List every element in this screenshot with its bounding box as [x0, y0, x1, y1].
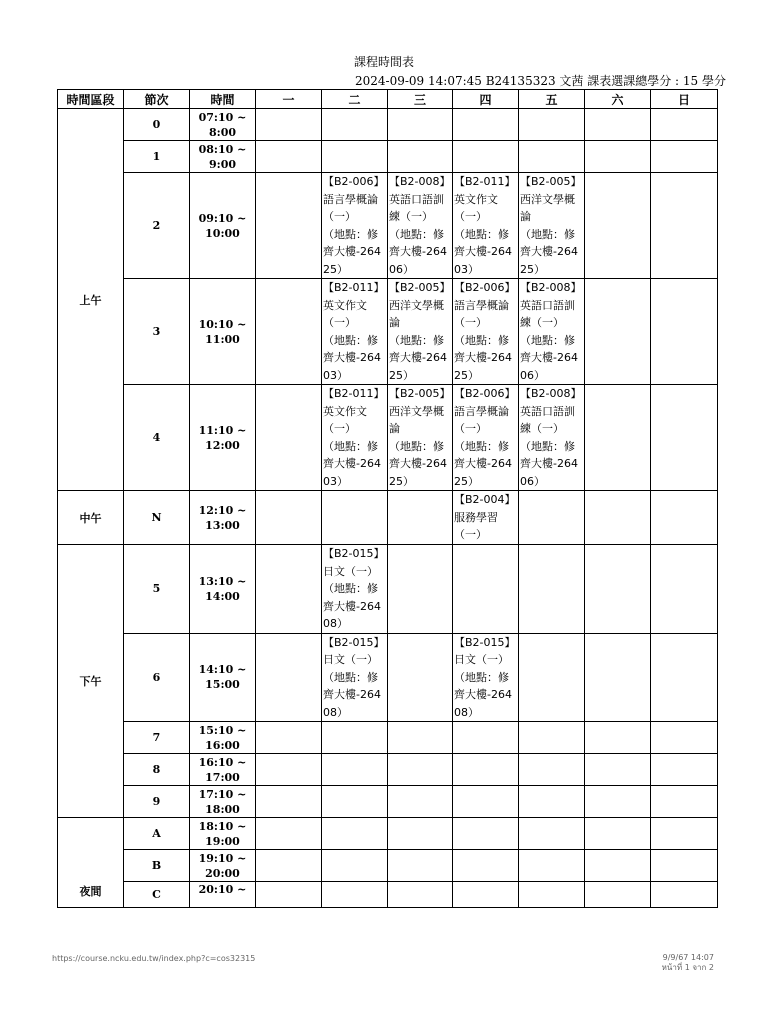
course-cell-thu[interactable]	[453, 173, 519, 279]
day-cell-tue	[322, 850, 388, 882]
course-loc: （地點：修齊大樓-26425）	[454, 333, 512, 382]
course-entry[interactable]	[388, 279, 452, 384]
time-end: 18:00	[205, 802, 240, 816]
time-end: 15:00	[205, 678, 240, 692]
time-start: 16:10 ~	[198, 755, 247, 769]
day-cell-mon	[256, 722, 322, 754]
day-cell-wed	[388, 141, 453, 173]
day-cell-wed	[388, 109, 453, 141]
time-range	[190, 786, 256, 818]
course-cell-tue[interactable]	[322, 385, 388, 491]
page-subtitle: 2024-09-09 14:07:45 B24135323 文茜 課表選課總學分 : 15 學分	[355, 74, 726, 88]
day-cell-wed	[388, 633, 453, 722]
course-loc: （地點：修齊大樓-26425）	[389, 333, 447, 382]
slot-label: A	[124, 818, 190, 850]
day-cell-fri	[519, 545, 585, 634]
time-range	[190, 385, 256, 491]
course-cell-tue[interactable]	[322, 279, 388, 385]
page-title: 課程時間表	[353, 55, 414, 69]
table-row	[58, 109, 718, 141]
course-entry[interactable]	[519, 279, 584, 384]
course-loc: （地點：修齊大樓-26406）	[389, 227, 447, 276]
slot-label: N	[124, 491, 190, 545]
day-cell-thu	[453, 141, 519, 173]
course-cell-thu[interactable]	[453, 633, 519, 722]
course-cell-fri[interactable]	[519, 279, 585, 385]
course-loc: （地點：修齊大樓-26408）	[323, 670, 381, 719]
course-loc: （地點：修齊大樓-26403）	[454, 227, 512, 276]
day-cell-tue	[322, 754, 388, 786]
day-cell-thu	[453, 850, 519, 882]
course-entry[interactable]	[322, 545, 387, 633]
time-range	[190, 633, 256, 722]
time-start: 10:10 ~	[198, 317, 247, 331]
course-cell-thu[interactable]	[453, 385, 519, 491]
day-cell-wed	[388, 754, 453, 786]
course-loc: （地點：修齊大樓-26406）	[520, 333, 578, 382]
period-label: 上午	[58, 109, 124, 491]
course-loc: （地點：修齊大樓-26425）	[389, 439, 447, 488]
course-name: 西洋文學概論	[389, 404, 444, 435]
col-header: 時間	[190, 90, 256, 109]
day-cell-wed	[388, 850, 453, 882]
course-loc: （地點：修齊大樓-26425）	[520, 227, 578, 276]
col-header: 一	[256, 90, 322, 109]
day-cell-tue	[322, 882, 388, 908]
course-cell-fri[interactable]	[519, 385, 585, 491]
col-header: 三	[388, 90, 453, 109]
course-cell-fri[interactable]	[519, 173, 585, 279]
course-cell-wed[interactable]	[388, 279, 453, 385]
table-row	[58, 545, 718, 634]
slot-label: 2	[124, 173, 190, 279]
timetable	[57, 89, 718, 908]
course-entry[interactable]	[519, 385, 584, 490]
course-code: 【B2-011】	[323, 281, 385, 294]
course-entry[interactable]	[453, 173, 518, 278]
col-header: 節次	[124, 90, 190, 109]
table-row	[58, 141, 718, 173]
slot-label: 7	[124, 722, 190, 754]
day-cell-sat	[585, 818, 651, 850]
day-cell-mon	[256, 818, 322, 850]
day-cell-sat	[585, 173, 651, 279]
day-cell-sat	[585, 279, 651, 385]
day-cell-sun	[651, 850, 718, 882]
time-start: 20:10 ~	[198, 883, 247, 896]
time-start: 14:10 ~	[198, 663, 247, 677]
period-label: 夜間	[58, 818, 124, 908]
day-cell-sun	[651, 786, 718, 818]
day-cell-wed	[388, 818, 453, 850]
course-loc: （地點：修齊大樓-26403）	[323, 333, 381, 382]
day-cell-fri	[519, 491, 585, 545]
day-cell-fri	[519, 818, 585, 850]
time-start: 13:10 ~	[198, 574, 247, 588]
day-cell-sun	[651, 385, 718, 491]
day-cell-sun	[651, 754, 718, 786]
day-cell-fri	[519, 722, 585, 754]
course-name: 語言學概論（一）	[323, 192, 378, 223]
time-end: 9:00	[208, 157, 237, 171]
day-cell-sun	[651, 633, 718, 722]
day-cell-sat	[585, 633, 651, 722]
col-header: 時間區段	[58, 90, 124, 109]
course-code: 【B2-004】	[454, 493, 516, 507]
day-cell-fri	[519, 882, 585, 908]
time-start: 17:10 ~	[198, 787, 247, 801]
course-entry[interactable]	[453, 491, 518, 544]
time-start: 07:10 ~	[198, 110, 247, 124]
course-code: 【B2-005】	[389, 387, 451, 400]
day-cell-mon	[256, 882, 322, 908]
col-header: 五	[519, 90, 585, 109]
day-cell-thu	[453, 882, 519, 908]
time-end: 8:00	[208, 125, 237, 139]
day-cell-mon	[256, 279, 322, 385]
footer-url: https://course.ncku.edu.tw/index.php?c=cos32315	[52, 954, 256, 963]
day-cell-wed	[388, 786, 453, 818]
slot-label: 8	[124, 754, 190, 786]
day-cell-sat	[585, 850, 651, 882]
day-cell-tue	[322, 109, 388, 141]
day-cell-sat	[585, 385, 651, 491]
time-range	[190, 754, 256, 786]
time-end: 17:00	[205, 770, 240, 784]
day-cell-mon	[256, 754, 322, 786]
course-name: 英文作文（一）	[323, 404, 367, 435]
time-start: 09:10 ~	[198, 211, 247, 225]
time-range	[190, 545, 256, 634]
course-loc: （地點：修齊大樓-26408）	[323, 582, 381, 630]
time-range	[190, 882, 256, 908]
day-cell-sat	[585, 722, 651, 754]
course-name: 英語口語訓練（一）	[520, 404, 575, 435]
course-name: 英文作文（一）	[323, 298, 367, 329]
time-range	[190, 173, 256, 279]
day-cell-thu	[453, 754, 519, 786]
course-entry[interactable]	[453, 279, 518, 384]
course-cell-thu[interactable]	[453, 279, 519, 385]
course-entry[interactable]	[322, 279, 387, 384]
course-name: 語言學概論（一）	[454, 298, 509, 329]
day-cell-sun	[651, 722, 718, 754]
course-code: 【B2-015】	[454, 635, 516, 649]
time-end: 11:00	[205, 332, 240, 346]
day-cell-sat	[585, 754, 651, 786]
table-row	[58, 754, 718, 786]
day-cell-wed	[388, 882, 453, 908]
time-end: 10:00	[205, 226, 240, 240]
course-entry[interactable]	[453, 385, 518, 490]
table-row	[58, 850, 718, 882]
time-range	[190, 491, 256, 545]
course-entry[interactable]	[388, 385, 452, 490]
footer-page: หน้าที่ 1 จาก 2	[661, 963, 714, 972]
day-cell-sun	[651, 141, 718, 173]
course-entry[interactable]	[453, 634, 518, 722]
course-loc: （地點：修齊大樓-26406）	[520, 439, 578, 488]
time-start: 12:10 ~	[198, 503, 247, 517]
course-code: 【B2-006】	[454, 281, 516, 294]
day-cell-sun	[651, 818, 718, 850]
course-entry[interactable]	[519, 173, 584, 278]
course-name: 西洋文學概論	[389, 298, 444, 329]
course-code: 【B2-005】	[389, 281, 451, 294]
time-range	[190, 279, 256, 385]
slot-label: 9	[124, 786, 190, 818]
time-start: 19:10 ~	[198, 851, 247, 865]
table-row	[58, 491, 718, 545]
day-cell-fri	[519, 754, 585, 786]
time-end: 12:00	[205, 438, 240, 452]
course-cell-wed[interactable]	[388, 173, 453, 279]
course-loc: （地點：修齊大樓-26425）	[323, 227, 381, 276]
table-row	[58, 818, 718, 850]
course-name: 西洋文學概論	[520, 192, 575, 223]
time-end: 20:00	[205, 866, 240, 880]
course-name: 英文作文（一）	[454, 192, 498, 223]
course-code: 【B2-011】	[454, 175, 516, 188]
course-code: 【B2-008】	[520, 281, 582, 294]
day-cell-tue	[322, 786, 388, 818]
day-cell-mon	[256, 385, 322, 491]
slot-label: 5	[124, 545, 190, 634]
day-cell-sat	[585, 545, 651, 634]
header-row	[58, 90, 718, 109]
slot-label: B	[124, 850, 190, 882]
course-name: 日文（一）	[454, 653, 509, 666]
col-header: 六	[585, 90, 651, 109]
day-cell-sun	[651, 545, 718, 634]
slot-label: 1	[124, 141, 190, 173]
day-cell-mon	[256, 633, 322, 722]
course-entry[interactable]	[322, 173, 387, 278]
course-cell-thu[interactable]	[453, 491, 519, 545]
day-cell-fri	[519, 109, 585, 141]
day-cell-sat	[585, 786, 651, 818]
time-start: 15:10 ~	[198, 723, 247, 737]
time-end: 13:00	[205, 518, 240, 532]
day-cell-sat	[585, 141, 651, 173]
day-cell-mon	[256, 173, 322, 279]
course-name: 日文（一）	[323, 564, 378, 578]
day-cell-mon	[256, 786, 322, 818]
table-row	[58, 786, 718, 818]
slot-label: C	[124, 882, 190, 908]
day-cell-wed	[388, 545, 453, 634]
table-row	[58, 722, 718, 754]
day-cell-mon	[256, 545, 322, 634]
day-cell-mon	[256, 491, 322, 545]
course-code: 【B2-015】	[323, 547, 385, 560]
day-cell-thu	[453, 722, 519, 754]
day-cell-sun	[651, 491, 718, 545]
time-range	[190, 109, 256, 141]
slot-label: 0	[124, 109, 190, 141]
slot-label: 4	[124, 385, 190, 491]
day-cell-sat	[585, 109, 651, 141]
day-cell-sat	[585, 491, 651, 545]
table-row	[58, 173, 718, 279]
course-code: 【B2-006】	[323, 175, 385, 188]
course-loc: （地點：修齊大樓-26425）	[454, 439, 512, 488]
course-code: 【B2-005】	[520, 175, 582, 188]
time-end: 16:00	[205, 738, 240, 752]
table-row	[58, 882, 718, 908]
day-cell-tue	[322, 141, 388, 173]
day-cell-sun	[651, 882, 718, 908]
table-row	[58, 633, 718, 722]
day-cell-mon	[256, 850, 322, 882]
course-name: 服務學習（一）	[454, 510, 498, 542]
time-end: 19:00	[205, 834, 240, 848]
course-loc: （地點：修齊大樓-26403）	[323, 439, 381, 488]
course-name: 日文（一）	[323, 653, 378, 666]
time-start: 08:10 ~	[198, 142, 247, 156]
course-loc: （地點：修齊大樓-26408）	[454, 670, 512, 719]
day-cell-mon	[256, 141, 322, 173]
time-range	[190, 818, 256, 850]
course-code: 【B2-008】	[389, 175, 451, 188]
day-cell-sun	[651, 109, 718, 141]
time-range	[190, 141, 256, 173]
col-header: 日	[651, 90, 718, 109]
course-name: 英語口語訓練（一）	[520, 298, 575, 329]
course-cell-tue[interactable]	[322, 633, 388, 722]
course-name: 語言學概論（一）	[454, 404, 509, 435]
day-cell-thu	[453, 818, 519, 850]
course-code: 【B2-011】	[323, 387, 385, 400]
course-entry[interactable]	[322, 634, 387, 722]
day-cell-tue	[322, 491, 388, 545]
course-cell-tue[interactable]	[322, 545, 388, 634]
day-cell-fri	[519, 786, 585, 818]
day-cell-fri	[519, 633, 585, 722]
day-cell-wed	[388, 722, 453, 754]
day-cell-wed	[388, 491, 453, 545]
table-row	[58, 279, 718, 385]
day-cell-sun	[651, 279, 718, 385]
day-cell-thu	[453, 786, 519, 818]
time-range	[190, 850, 256, 882]
course-cell-wed[interactable]	[388, 385, 453, 491]
slot-label: 3	[124, 279, 190, 385]
course-entry[interactable]	[322, 385, 387, 490]
course-code: 【B2-006】	[454, 387, 516, 400]
col-header: 四	[453, 90, 519, 109]
day-cell-thu	[453, 109, 519, 141]
time-start: 18:10 ~	[198, 819, 247, 833]
time-start: 11:10 ~	[198, 423, 247, 437]
time-end: 14:00	[205, 589, 240, 603]
course-cell-tue[interactable]	[322, 173, 388, 279]
day-cell-mon	[256, 109, 322, 141]
day-cell-fri	[519, 850, 585, 882]
day-cell-sun	[651, 173, 718, 279]
day-cell-tue	[322, 722, 388, 754]
footer-date: 9/9/67 14:07	[662, 953, 714, 962]
day-cell-thu	[453, 545, 519, 634]
course-code: 【B2-008】	[520, 387, 582, 400]
course-name: 英語口語訓練（一）	[389, 192, 444, 223]
day-cell-sat	[585, 882, 651, 908]
table-row	[58, 385, 718, 491]
course-entry[interactable]	[388, 173, 452, 278]
footer-info	[662, 953, 714, 973]
period-label: 中午	[58, 491, 124, 545]
slot-label: 6	[124, 633, 190, 722]
period-label: 下午	[58, 545, 124, 818]
time-range	[190, 722, 256, 754]
col-header: 二	[322, 90, 388, 109]
day-cell-tue	[322, 818, 388, 850]
course-code: 【B2-015】	[323, 635, 385, 649]
day-cell-fri	[519, 141, 585, 173]
